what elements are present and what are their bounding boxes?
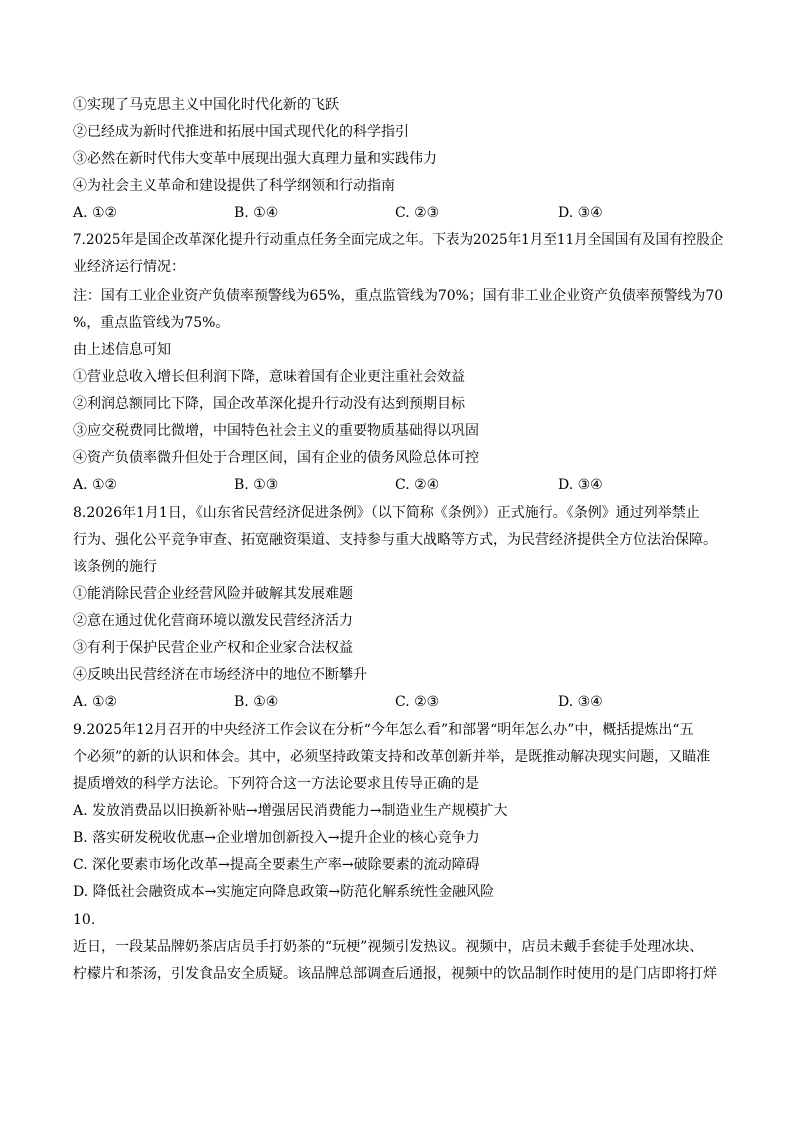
q7-note-line-1: 注：国有工业企业资产负债率预警线为65%，重点监管线为70%；国有非工业企业资产负债率预警线为70 <box>73 288 724 304</box>
q9-option-b: B. 落实研发税收优惠→企业增加创新投入→提升企业的核心竞争力 <box>73 830 480 846</box>
q7-item-1: ①营业总收入增长但利润下降，意味着国有企业更注重社会效益 <box>73 369 465 385</box>
q6-item-2: ②已经成为新时代推进和拓展中国式现代化的科学指引 <box>73 124 409 140</box>
q8-item-2: ②意在通过优化营商环境以激发民营经济活力 <box>73 613 353 629</box>
q6-item-1: ①实现了马克思主义中国化时代化新的飞跃 <box>73 97 339 113</box>
q7-item-4: ④资产负债率微升但处于合理区间，国有企业的债务风险总体可控 <box>73 450 479 466</box>
q9-option-a: A. 发放消费品以旧换新补贴→增强居民消费能力→制造业生产规模扩大 <box>73 803 508 819</box>
q8-option-d: D. ③④ <box>558 694 603 710</box>
q6-option-c: C. ②③ <box>395 205 440 221</box>
q8-stem-line-3: 该条例的施行 <box>73 559 157 575</box>
q7-options <box>73 475 733 495</box>
q6-options <box>73 203 733 223</box>
q8-item-1: ①能消除民营企业经营风险并破解其发展难题 <box>73 586 353 602</box>
q7-option-a: A. ①② <box>73 477 118 493</box>
q10-stem-line-1: 近日，一段某品牌奶茶店店员手打奶茶的“玩梗”视频引发热议。视频中，店员未戴手套徒手处理冰块、 <box>73 939 704 955</box>
q9-option-d: D. 降低社会融资成本→实施定向降息政策→防范化解系统性金融风险 <box>73 884 495 900</box>
q9-stem-line-1: 9.2025年12月召开的中央经济工作会议在分析“今年怎么看”和部署“明年怎么办”中，概括提炼出“五 <box>73 722 694 738</box>
q8-item-3: ③有利于保护民营企业产权和企业家合法权益 <box>73 640 353 656</box>
q7-stem-line-2: 业经济运行情况： <box>73 259 185 275</box>
q7-option-d: D. ③④ <box>558 477 603 493</box>
q7-question: 由上述信息可知 <box>73 342 171 358</box>
q7-item-3: ③应交税费同比微增，中国特色社会主义的重要物质基础得以巩固 <box>73 423 479 439</box>
q7-option-b: B. ①③ <box>234 477 279 493</box>
q7-note-line-2: %，重点监管线为75%。 <box>73 315 230 331</box>
q8-stem-line-2: 行为、强化公平竞争审查、拓宽融资渠道、支持参与重大战略等方式，为民营经济提供全方位法治保障。 <box>73 532 717 548</box>
q9-option-c: C. 深化要素市场化改革→提高全要素生产率→破除要素的流动障碍 <box>73 857 480 873</box>
q6-option-a: A. ①② <box>73 205 118 221</box>
q8-options <box>73 692 733 712</box>
q7-item-2: ②利润总额同比下降，国企改革深化提升行动没有达到预期目标 <box>73 396 465 412</box>
q8-stem-line-1: 8.2026年1月1日，《山东省民营经济促进条例》（以下简称《条例》）正式施行。《条例》通过列举禁止 <box>73 505 700 521</box>
q6-option-b: B. ①④ <box>234 205 279 221</box>
q6-item-4: ④为社会主义革命和建设提供了科学纲领和行动指南 <box>73 178 395 194</box>
q10-number: 10. <box>73 912 96 928</box>
q8-option-b: B. ①④ <box>234 694 279 710</box>
q8-option-a: A. ①② <box>73 694 118 710</box>
q9-stem-line-3: 提质增效的科学方法论。下列符合这一方法论要求且传导正确的是 <box>73 776 479 792</box>
q7-option-c: C. ②④ <box>395 477 440 493</box>
q8-option-c: C. ②③ <box>395 694 440 710</box>
q8-item-4: ④反映出民营经济在市场经济中的地位不断攀升 <box>73 667 367 683</box>
q6-item-3: ③必然在新时代伟大变革中展现出强大真理力量和实践伟力 <box>73 151 437 167</box>
q7-stem-line-1: 7.2025年是国企改革深化提升行动重点任务全面完成之年。下表为2025年1月至11月全国国有及国有控股企 <box>73 232 724 248</box>
q9-stem-line-2: 个必须”的新的认识和体会。其中，必须坚持政策支持和改革创新并举，是既推动解决现实问题，又瞄准 <box>73 749 711 765</box>
q6-option-d: D. ③④ <box>558 205 603 221</box>
q10-stem-line-2: 柠檬片和茶汤，引发食品安全质疑。该品牌总部调查后通报，视频中的饮品制作时使用的是门店即将打烊 <box>73 966 717 982</box>
